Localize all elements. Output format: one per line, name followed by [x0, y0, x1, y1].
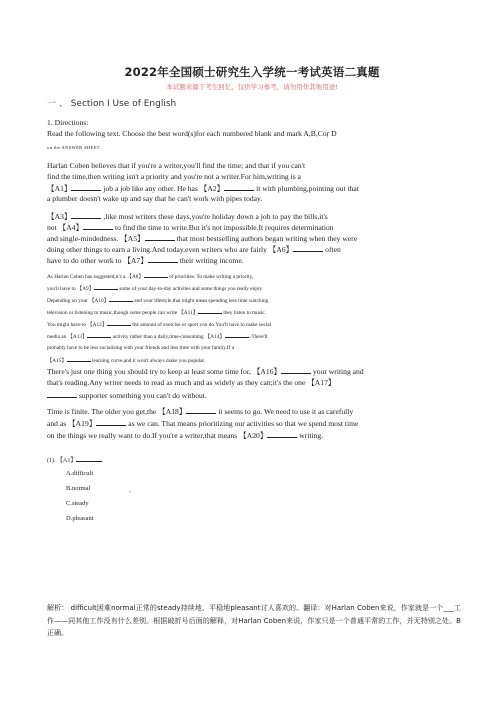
text-span: job a job like any other. He has 【A2】	[101, 184, 225, 193]
text-span: it with plumbing,pointing out that	[254, 184, 359, 193]
blank-line	[47, 390, 77, 398]
blank-line	[145, 233, 175, 241]
p2-line5	[47, 255, 461, 267]
p2-line1	[47, 211, 461, 223]
text-span: Time is finite. The older you get,the 【A18】	[47, 407, 187, 416]
blank-line	[293, 244, 323, 252]
text-span: your writing and	[311, 367, 364, 376]
text-span: supporter something you can't do without.	[77, 391, 207, 400]
p4-line1	[47, 366, 461, 378]
text-span: their writing income.	[177, 256, 244, 265]
text-span: As Harlan Coben has suggested,it's a 【A8】	[47, 274, 144, 280]
text-span: learning curve,and it won't always make you popular.	[90, 358, 206, 364]
option-b: B.normal	[66, 485, 91, 492]
analysis-label: 解析：	[47, 604, 69, 612]
p4-line3	[47, 390, 461, 402]
text-span: Depending on your 【A10】	[47, 298, 109, 304]
analysis-text: difficult困难normal正常的steady持续地、平稳地pleasant讨人喜欢的。翻译：对Harlan Coben来说，作家就是一个___工作——同其他工作没有什么差别。根据破折号后面的解释，对Harlan Coben来说，作家只是一个普通平常的工作，并无特别之处。B正确。	[47, 604, 462, 637]
question-1-label	[47, 455, 102, 464]
blank-line	[281, 366, 311, 374]
blank-line	[96, 418, 126, 426]
source-notice: 本试题来源于考生回忆，仅供学习参考，请勿用作其他用途!	[166, 83, 338, 91]
p3-line5	[47, 320, 461, 330]
p1-line4: a plumber doesn't wake up and say that he can't work with pipes today.	[47, 194, 263, 203]
option-a: A.difficult	[66, 470, 94, 477]
analysis	[47, 602, 461, 640]
directions-small: on the ANSWER SHEET.	[47, 145, 101, 150]
p1-line3	[47, 183, 461, 195]
p3-line8	[47, 356, 461, 366]
text-span: doing other things to earn a living.And today,even writers who are fairly 【A6】	[47, 245, 294, 254]
text-span: and single-mindedness. 【A5】	[47, 234, 145, 243]
text-span: television or listening to music,though some people can write 【A11】	[47, 310, 199, 316]
blank-line	[186, 406, 216, 414]
text-span: they listen to music.	[222, 310, 267, 316]
text-span: media an 【A13】	[47, 334, 88, 340]
p1-line2: find the time,then writing isn't a priority and you're not a writer.For him,writing is a	[47, 172, 301, 181]
text-span: You might have to 【A12】	[47, 322, 108, 328]
p5-line3	[47, 430, 461, 442]
option-c: C.steady	[66, 500, 89, 507]
blank-line	[144, 272, 168, 278]
p5-line2	[47, 418, 461, 430]
text-span: that's reading.Any writer needs to read as much and as widely as they can;it's the one 【A17】	[47, 378, 336, 387]
blank-line	[87, 332, 111, 338]
text-span: writing.	[297, 431, 324, 440]
text-span: have to do other work to 【A7】	[47, 256, 148, 265]
directions-label: 1. Directions:	[47, 118, 89, 127]
punctuation-mark: 。	[129, 488, 136, 494]
p3-line2	[47, 284, 461, 294]
text-span: on the things we really want to do.If you're a writer,that means 【A20】	[47, 431, 268, 440]
text-span: that most bestselling authors began writing when they were	[174, 234, 358, 243]
text-span: of priorities. To make writing a priority,	[167, 274, 254, 280]
p2-line3	[47, 233, 461, 245]
p3-line1	[47, 272, 461, 282]
text-span: and your lifestyle,that might mean spending less time watching	[132, 298, 269, 304]
text-span: .There'll	[248, 334, 268, 340]
p3-line6	[47, 332, 461, 342]
p3-line3	[47, 296, 461, 306]
section-heading: 一 、 Section I Use of English	[47, 99, 177, 109]
blank-line	[198, 308, 222, 314]
text-span: as we can. That means prioritizing our activities so that we spend most time	[126, 419, 359, 428]
text-span: you'll have to 【A9】	[47, 286, 95, 292]
blank-line	[148, 255, 178, 263]
text-span: often	[323, 245, 341, 254]
text-span: to find the time to write.But it's not impossible.It requires determination	[113, 223, 334, 232]
directions-text: Read the following text. Choose the best word(s)for each numbered blank and mark A,B,Coṛ D	[47, 129, 337, 138]
blank-line	[107, 320, 131, 326]
blank-line	[71, 183, 101, 191]
blank-line	[71, 211, 101, 219]
blank-label: 【A1】	[47, 184, 72, 193]
blank-line	[67, 356, 91, 362]
text-span: and as 【A19】	[47, 419, 97, 428]
blank-line	[224, 183, 254, 191]
text-span: ,like most writers these days,you're holiday down a job to pay the bills,it's	[101, 212, 328, 221]
text-span: There's just one thing you should try to keep at least some time for, 【A16】	[47, 367, 282, 376]
p4-line2	[47, 378, 461, 389]
text-span: (1). 【A1】	[47, 458, 77, 464]
text-span: the amount of exercise or sport you do.You'll have to make social	[131, 322, 272, 328]
blank-line	[109, 296, 133, 302]
p3-line7: probably have to be less socialising with your friends and less time with your family.If a	[47, 345, 235, 351]
text-span: not 【A4】	[47, 223, 84, 232]
blank-line	[94, 284, 118, 290]
text-span: activity rather than a daily,time-consuming 【A14】	[111, 334, 225, 340]
blank-line	[76, 456, 102, 462]
blank-line	[225, 332, 249, 338]
text-span: some of your day-to-day activites and some things you really enjoy.	[118, 286, 264, 292]
text-span: 【A15】	[47, 358, 67, 364]
p1-line1: Harlan Coben believes that if you're a writer,you'll find the time; and that if you can't	[47, 161, 306, 170]
blank-label: 【A3】	[47, 212, 72, 221]
page-title: 2022年全国硕士研究生入学统一考试英语二真题	[124, 65, 380, 79]
blank-line	[267, 430, 297, 438]
p5-line1	[47, 406, 461, 418]
p2-line4	[47, 244, 461, 256]
p2-line2	[47, 222, 461, 234]
p3-line4	[47, 308, 461, 318]
blank-line	[83, 222, 113, 230]
text-span: it seems to go. We need to use it as carefully	[216, 407, 354, 416]
option-d: D.pleasant	[66, 515, 94, 522]
